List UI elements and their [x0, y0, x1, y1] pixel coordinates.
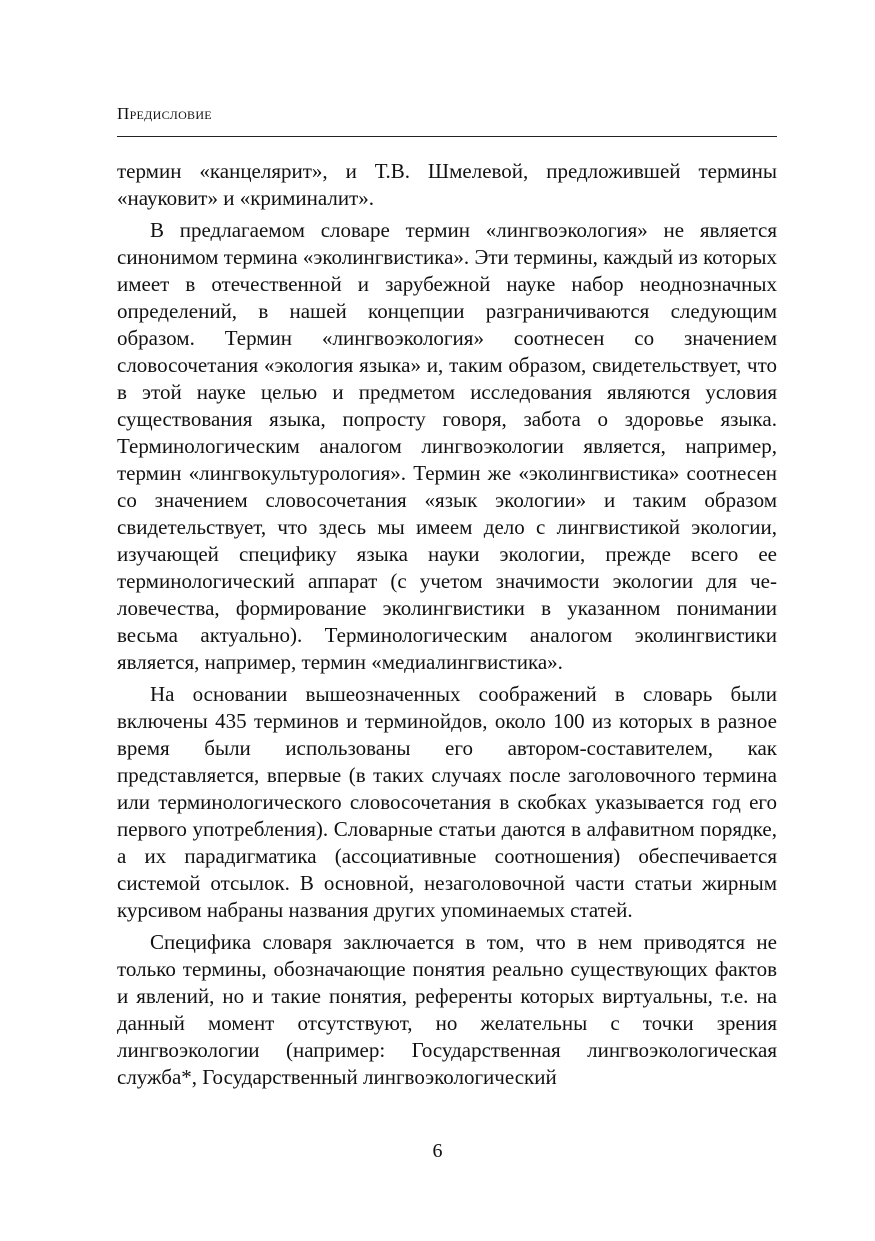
paragraph-terminology: В предлагаемом словаре термин «лингвоэкология» не является синонимом термина «эколингвистика». Эти термины, каждый из которых имеет в отечественной и зарубежной науке набор неоднозначных определений, в нашей концепции разграничиваются следующим образом. Термин «лингвоэкология» соотнесен со значением словосочетания «экология языка» и, таким образом, свидетельствует, что в этой науке целью и предметом исследования являются условия существования языка, попросту говоря, забота о здоровье языка. Терминологическим аналогом лингвоэкологии является, например, термин «лингвокультурология». Термин же «эколингвистика» соотнесен со значением словосочетания «язык экологии» и таким образом свидетельствует, что здесь мы имеем дело с лингвистикой экологии, изучающей специфику языка науки экологии, прежде всего ее терминологический аппарат (с учетом значимости экологии для человечества, формирование эколингвистики в указанном понимании весьма актуально). Терминологическим аналогом эколингвистики является, например, термин «медиалингвистика».: [117, 218, 777, 674]
running-head: Предисловие: [117, 104, 212, 123]
paragraph-continued: термин «канцелярит», и Т.В. Шмелевой, предложившей термины «науковит» и «криминалит».: [117, 159, 777, 210]
header-rule: [117, 136, 777, 137]
page-number: 6: [432, 1140, 443, 1162]
paragraph-contents: На основании вышеозначенных соображений в словарь были включены 435 терминов и терминойдов, около 100 из которых в разное время были использованы его автором-составителем, как представляется, впервые (в таких случаях после заголовочного термина или терминологического словосочетания в скобках указывается год его первого употребления). Словарные статьи даются в алфавитном порядке, а их парадигматика (ассоциативные соотношения) обеспечивается системой отсылок. В основной, незаголовочной части статьи жирным курсивом набраны названия других упоминаемых статей.: [117, 682, 777, 922]
body-text: [117, 158, 777, 1091]
paragraph-specifics: Специфика словаря заключается в том, что в нем приводятся не только термины, обозначающие понятия реально существующих фактов и явлений, но и такие понятия, референты которых виртуальны, т.е. на данный момент отсутствуют, но желательны с точки зрения лингвоэкологии (например: Государственная лингвоэкологическая служба*, Государственный лингвоэкологический: [117, 930, 777, 1089]
